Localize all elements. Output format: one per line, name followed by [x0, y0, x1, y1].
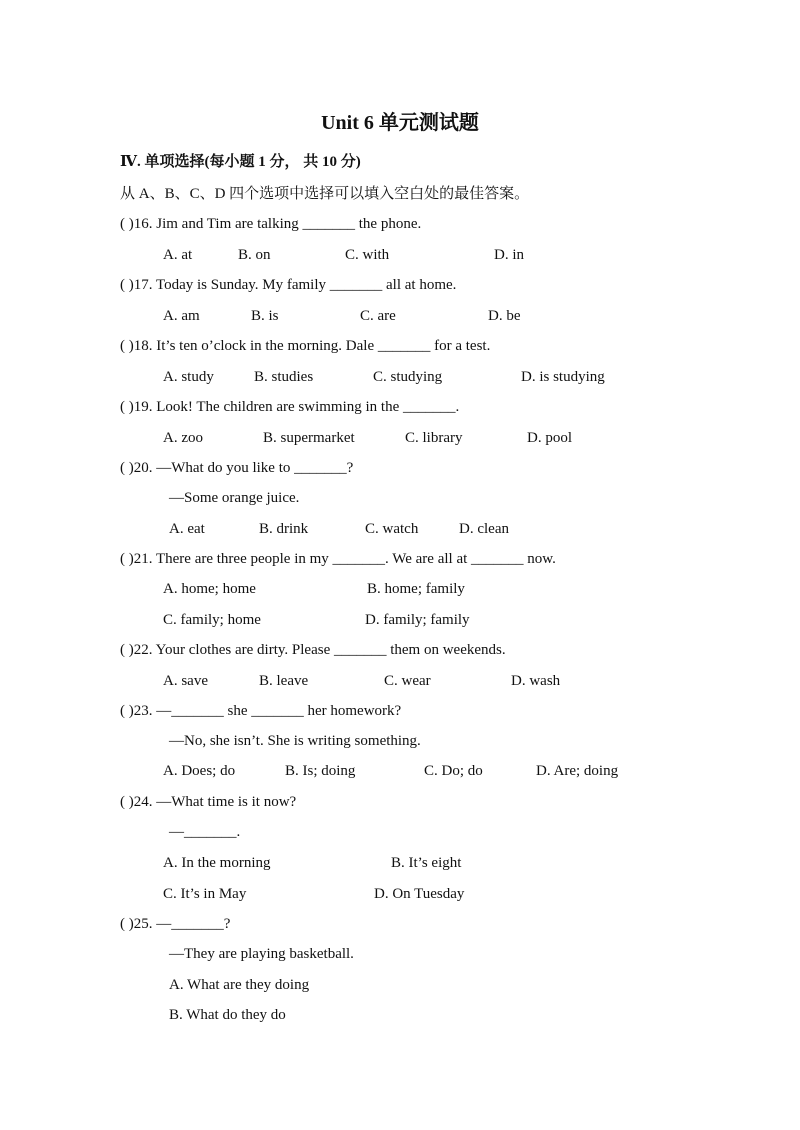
question-20-stem: ( )20. —What do you like to _______?: [120, 460, 354, 476]
question-18-stem: ( )18. It’s ten o’clock in the morning. Dale _______ for a test.: [120, 338, 491, 354]
question-17-option-d[interactable]: D. be: [488, 308, 521, 324]
question-25-reply: —They are playing basketball.: [169, 946, 354, 962]
question-23-option-b[interactable]: B. Is; doing: [285, 763, 356, 779]
question-16-stem: ( )16. Jim and Tim are talking _______ the phone.: [120, 216, 422, 232]
question-21-option-c[interactable]: C. family; home: [163, 612, 261, 628]
question-19-option-a[interactable]: A. zoo: [163, 430, 203, 446]
question-25-stem: ( )25. —_______?: [120, 916, 231, 932]
question-17-stem: ( )17. Today is Sunday. My family _______ all at home.: [120, 277, 457, 293]
question-21-option-a[interactable]: A. home; home: [163, 581, 256, 597]
section-heading: Ⅳ. 单项选择(每小题 1 分， 共 10 分): [120, 154, 361, 170]
question-23-reply: —No, she isn’t. She is writing something.: [169, 733, 421, 749]
question-23-option-a[interactable]: A. Does; do: [163, 763, 236, 779]
question-22-option-a[interactable]: A. save: [163, 673, 208, 689]
question-25-option-b[interactable]: B. What do they do: [169, 1007, 286, 1023]
question-24-option-b[interactable]: B. It’s eight: [391, 855, 462, 871]
question-17-option-a[interactable]: A. am: [163, 308, 200, 324]
question-18-option-d[interactable]: D. is studying: [521, 369, 605, 385]
question-25-option-a[interactable]: A. What are they doing: [169, 977, 310, 993]
question-19-option-b[interactable]: B. supermarket: [263, 430, 355, 446]
question-20-option-a[interactable]: A. eat: [169, 521, 205, 537]
question-20-option-d[interactable]: D. clean: [459, 521, 509, 537]
question-21-option-b[interactable]: B. home; family: [367, 581, 465, 597]
question-24-option-a[interactable]: A. In the morning: [163, 855, 271, 871]
question-20-option-b[interactable]: B. drink: [259, 521, 309, 537]
question-22-option-b[interactable]: B. leave: [259, 673, 309, 689]
question-23-stem: ( )23. —_______ she _______ her homework?: [120, 703, 402, 719]
question-19-stem: ( )19. Look! The children are swimming in the _______.: [120, 399, 460, 415]
question-21-stem: ( )21. There are three people in my _______. We are all at _______ now.: [120, 551, 556, 567]
question-18-option-c[interactable]: C. studying: [373, 369, 443, 385]
question-24-stem: ( )24. —What time is it now?: [120, 794, 297, 810]
question-17-option-b[interactable]: B. is: [251, 308, 279, 324]
question-18-option-a[interactable]: A. study: [163, 369, 214, 385]
question-24-reply: —_______.: [169, 824, 241, 840]
question-20-option-c[interactable]: C. watch: [365, 521, 419, 537]
page-title: Unit 6 单元测试题: [321, 112, 479, 134]
question-16-option-a[interactable]: A. at: [163, 247, 193, 263]
question-17-option-c[interactable]: C. are: [360, 308, 396, 324]
question-20-reply: —Some orange juice.: [169, 490, 300, 506]
question-24-option-d[interactable]: D. On Tuesday: [374, 886, 465, 902]
question-22-option-c[interactable]: C. wear: [384, 673, 431, 689]
question-22-option-d[interactable]: D. wash: [511, 673, 561, 689]
question-16-option-d[interactable]: D. in: [494, 247, 524, 263]
section-instruction: 从 A、B、C、D 四个选项中选择可以填入空白处的最佳答案。: [120, 186, 530, 202]
question-23-option-c[interactable]: C. Do; do: [424, 763, 483, 779]
question-19-option-d[interactable]: D. pool: [527, 430, 572, 446]
question-16-option-b[interactable]: B. on: [238, 247, 271, 263]
question-16-option-c[interactable]: C. with: [345, 247, 390, 263]
question-18-option-b[interactable]: B. studies: [254, 369, 314, 385]
question-23-option-d[interactable]: D. Are; doing: [536, 763, 619, 779]
question-19-option-c[interactable]: C. library: [405, 430, 463, 446]
question-22-stem: ( )22. Your clothes are dirty. Please _______ them on weekends.: [120, 642, 506, 658]
question-24-option-c[interactable]: C. It’s in May: [163, 886, 247, 902]
question-21-option-d[interactable]: D. family; family: [365, 612, 470, 628]
